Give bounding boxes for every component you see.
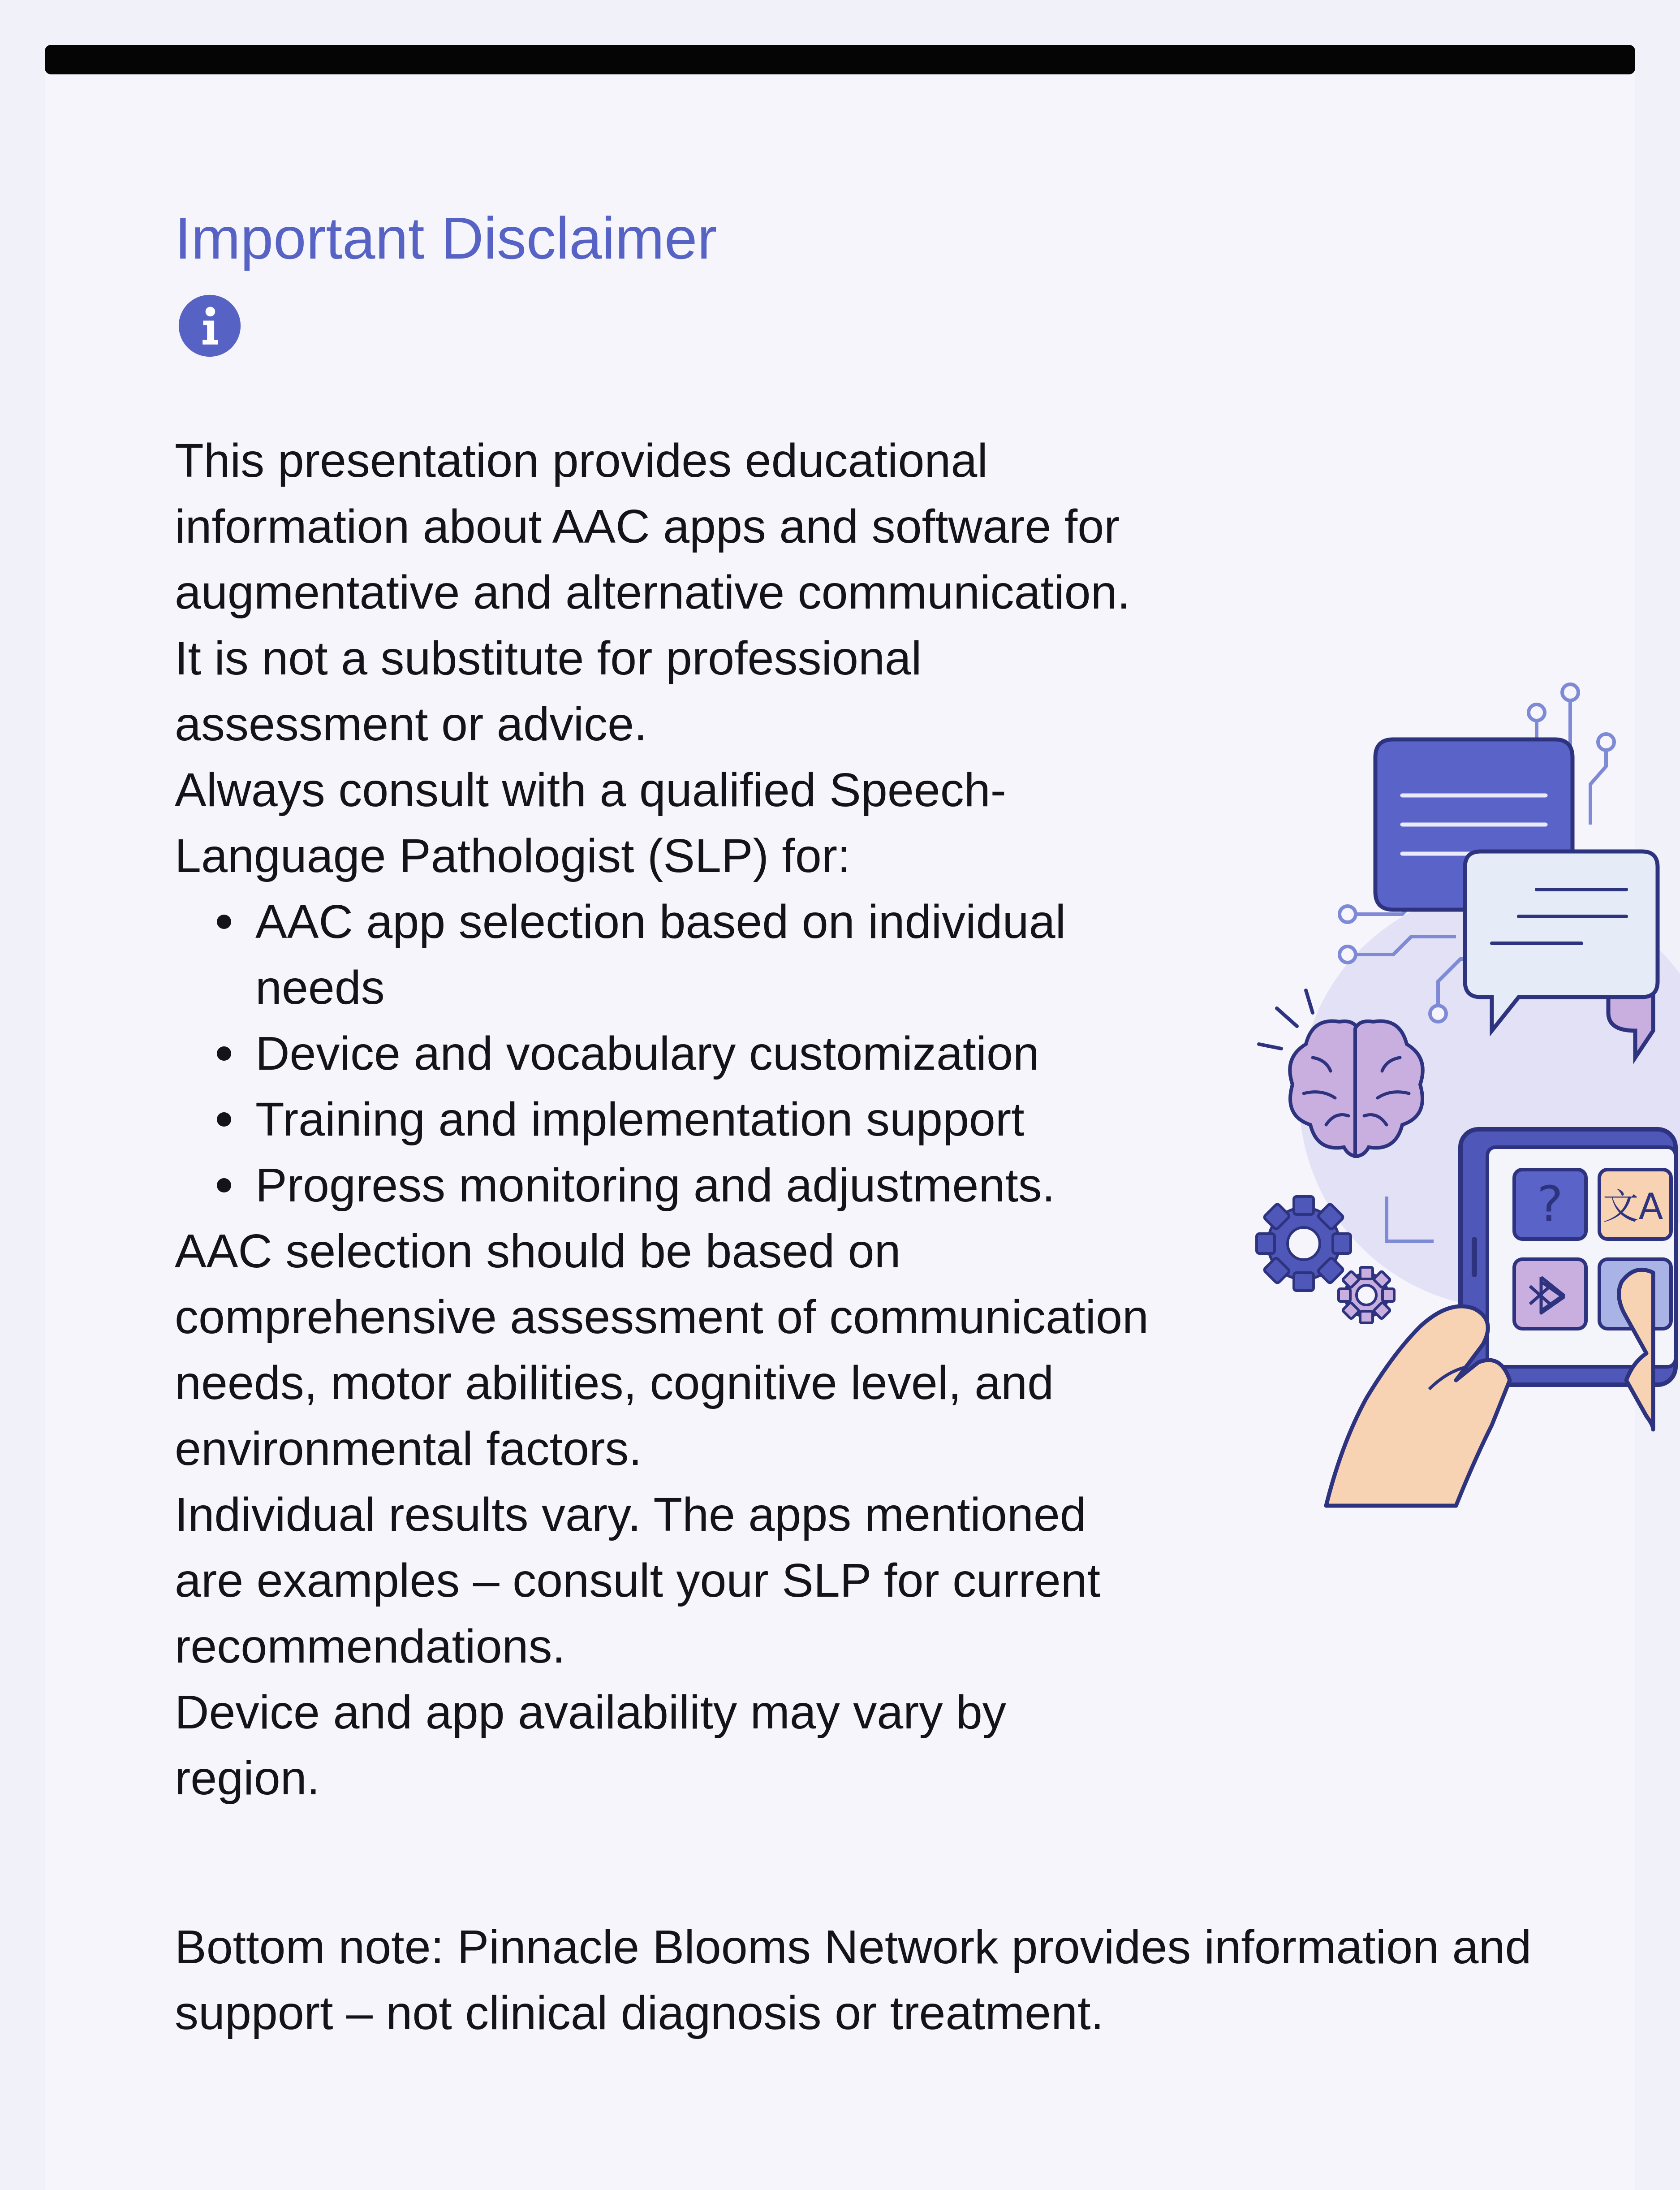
list-item: Training and implementation support — [255, 1087, 1160, 1153]
page-title: Important Disclaimer — [175, 205, 717, 271]
list-item: Device and vocabulary customization — [255, 1021, 1160, 1087]
svg-text:文A: 文A — [1602, 1186, 1663, 1227]
results-paragraph: Individual results vary. The apps mentioned are examples – consult your SLP for current recommendations. — [175, 1488, 1101, 1673]
top-bar — [45, 45, 1635, 74]
slide — [45, 45, 1663, 2190]
availability-paragraph: Device and app availability may vary by region. — [175, 1686, 1006, 1805]
list-item: AAC app selection based on individual needs — [255, 889, 1160, 1021]
consult-paragraph: Always consult with a qualified Speech-Language Pathologist (SLP) for: — [175, 764, 1006, 882]
svg-text:?: ? — [1537, 1175, 1564, 1233]
info-circle-icon — [177, 294, 242, 358]
bottom-note: Bottom note: Pinnacle Blooms Network provides information and support – not clinical diagnosis or treatment. — [175, 1921, 1532, 2039]
gear-icon — [1339, 1267, 1394, 1323]
bluetooth-icon — [1514, 1259, 1586, 1329]
question-mark-icon — [1514, 1170, 1586, 1239]
consult-list — [175, 889, 1160, 1218]
list-item: Progress monitoring and adjustments. — [255, 1153, 1160, 1218]
assessment-paragraph: AAC selection should be based on comprehensive assessment of communication needs, motor abilities, cognitive level, and environmental factors. — [175, 1225, 1149, 1475]
disclaimer-body — [175, 428, 1160, 1811]
gear-icon — [1257, 1197, 1351, 1291]
intro-paragraph: This presentation provides educational information about AAC apps and software for augmentative and alternative communication. It is not a substitute for professional assessment or advice. — [175, 434, 1130, 751]
translate-icon — [1599, 1170, 1671, 1239]
spark-lines — [1259, 990, 1313, 1049]
aac-illustration — [1205, 627, 1663, 1515]
